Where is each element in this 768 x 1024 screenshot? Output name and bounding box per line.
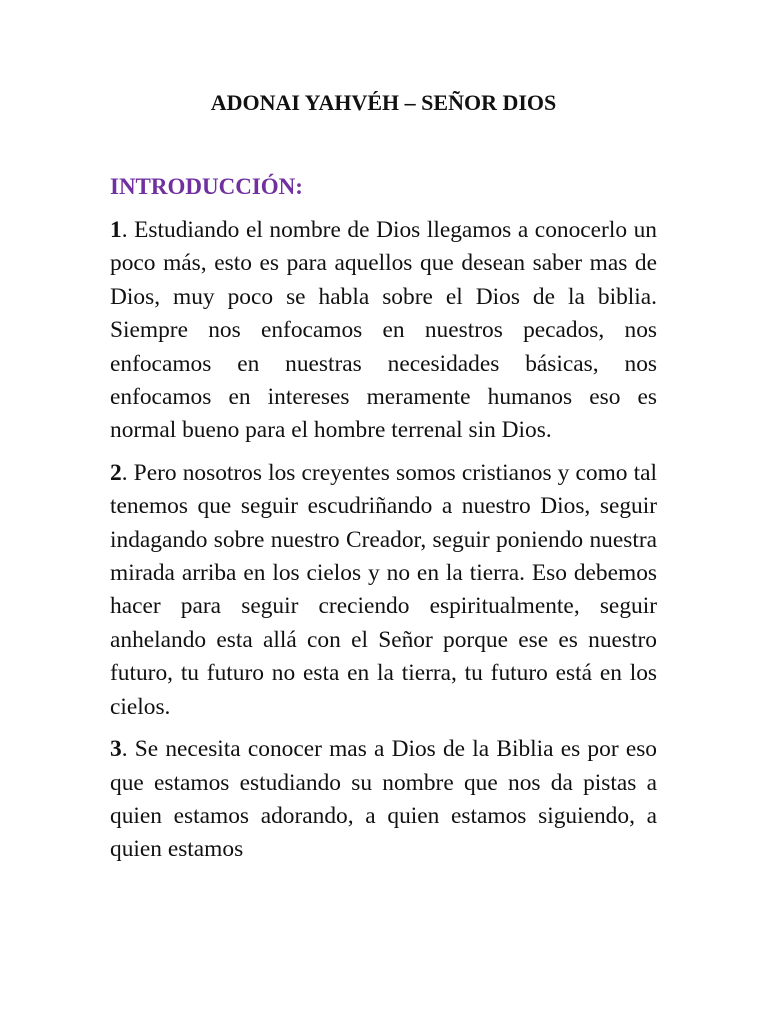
document-body	[110, 214, 657, 934]
section-heading-introduccion: INTRODUCCIÓN:	[110, 174, 303, 199]
paragraph-1	[110, 214, 657, 448]
paragraph-3	[110, 733, 657, 867]
paragraph-number: 1	[110, 217, 122, 243]
paragraph-text: . Pero nosotros los creyentes somos cristianos y como tal tenemos que seguir escudriñando a nuestro Dios, seguir indagando sobre nuestro Creador, seguir poniendo nuestra mirada arriba en los cielos y no en la tierra. Eso debemos hacer para seguir creciendo espiritualmente, seguir anhelando esta allá con el Señor porque ese es nuestro futuro, tu futuro no esta en la tierra, tu futuro está en los cielos.	[110, 459, 657, 720]
paragraph-2	[110, 457, 657, 724]
document-title: ADONAI YAHVÉH – SEÑOR DIOS	[210, 90, 557, 115]
paragraph-text: . Se necesita conocer mas a Dios de la Biblia es por eso que estamos estudiando su nombre que nos da pistas a quien estamos adorando, a quien estamos siguiendo, a quien estamos	[110, 736, 657, 863]
paragraph-number: 2	[110, 459, 122, 486]
paragraph-text: . Estudiando el nombre de Dios llegamos a conocerlo un poco más, esto es para aquellos que desean saber mas de Dios, muy poco se habla sobre el Dios de la biblia. Siempre nos enfocamos en nuestros pecados, nos enfocamos en nuestras necesidades básicas, nos enfocamos en intereses meramente humanos eso es normal bueno para el hombre terrenal sin Dios.	[110, 217, 657, 444]
paragraph-number: 3	[110, 736, 122, 763]
